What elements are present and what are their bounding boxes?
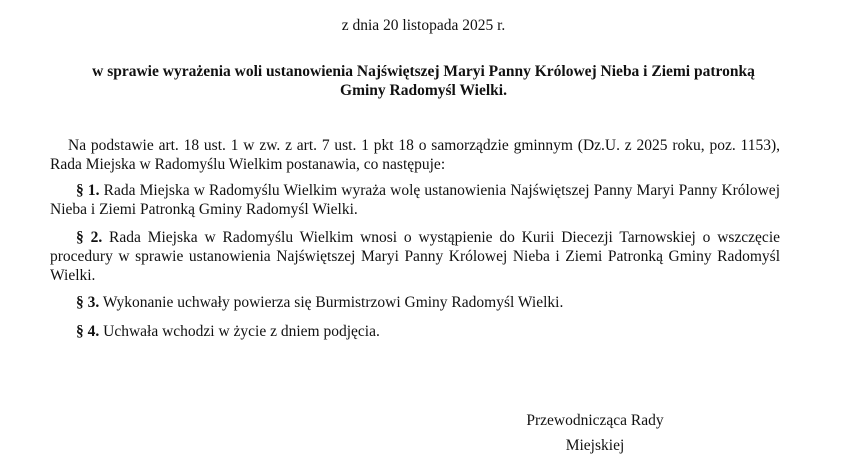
paragraph-2 (50, 228, 780, 285)
paragraph-1 (50, 181, 780, 219)
paragraph-text: Uchwała wchodzi w życie z dniem podjęcia. (99, 323, 380, 340)
resolution-date: z dnia 20 listopada 2025 r. (341, 17, 506, 34)
resolution-subject (40, 62, 807, 100)
paragraph-text: Wykonanie uchwały powierza się Burmistrzowi Gminy Radomyśl Wielki. (99, 294, 564, 311)
signature-block (500, 408, 690, 458)
paragraph-3 (50, 293, 780, 312)
signature-title-line-2: Miejskiej (565, 437, 625, 454)
section-number: § 2. (76, 229, 103, 246)
paragraph-4 (50, 322, 780, 341)
paragraph-text: Rada Miejska w Radomyślu Wielkim wnosi o wystąpienie do Kurii Diecezji Tarnowskiej o wszczęcie procedury w sprawie ustanowienia Najświętszej Maryi Panny Królowej Nieba i Ziemi Patronką Gminy Radomyśl Wielki. (50, 229, 781, 284)
section-number: § 4. (76, 323, 100, 340)
section-number: § 1. (76, 182, 100, 199)
section-number: § 3. (76, 294, 100, 311)
subject-line-2: Gminy Radomyśl Wielki. (340, 82, 507, 99)
legal-basis-preamble: Na podstawie art. 18 ust. 1 w zw. z art. 7 ust. 1 pkt 18 o samorządzie gminnym (Dz.U. z 2025 roku, poz. 1153), Rada Miejska w Radomyślu Wielkim postanawia, co następuje: (50, 137, 780, 173)
subject-line-1: w sprawie wyrażenia woli ustanowienia Najświętszej Maryi Panny Królowej Nieba i Ziemi patronką (92, 63, 755, 80)
signature-title-line-1: Przewodnicząca Rady (526, 412, 664, 429)
paragraph-text: Rada Miejska w Radomyślu Wielkim wyraża wolę ustanowienia Najświętszej Panny Maryi Panny Królowej Nieba i Ziemi Patronką Gminy Radomyśl Wielki. (50, 182, 780, 218)
